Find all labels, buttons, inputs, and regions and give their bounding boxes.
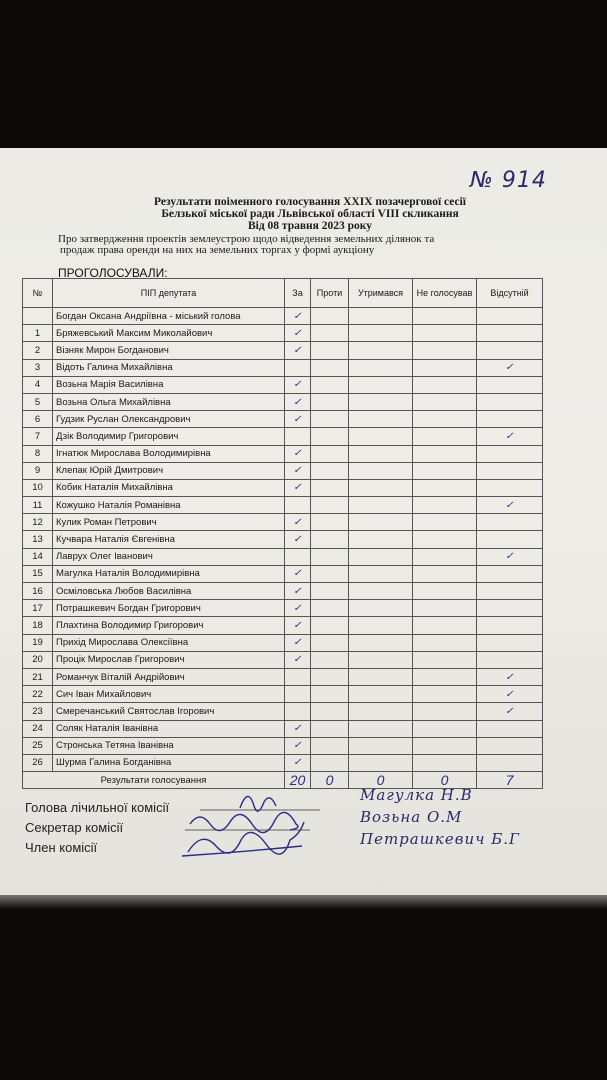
secretary-role: Секретар комісії [25, 820, 124, 835]
vote-not-voted [413, 531, 477, 548]
vote-against [311, 600, 349, 617]
vote-against [311, 479, 349, 496]
secretary-signature [190, 812, 298, 832]
vote-for [285, 548, 311, 565]
row-number: 4 [23, 376, 53, 393]
vote-for: ✓ [285, 600, 311, 617]
row-number: 19 [23, 634, 53, 651]
vote-absent [477, 565, 543, 582]
vote-against [311, 325, 349, 342]
document-number: № 914 [470, 168, 547, 193]
table-row [23, 514, 543, 531]
table-row [23, 462, 543, 479]
vote-for: ✓ [285, 342, 311, 359]
vote-not-voted [413, 393, 477, 410]
col-not-voted: Не голосував [413, 279, 477, 308]
chair-role: Голова лічильної комісії [25, 800, 170, 815]
vote-not-voted [413, 462, 477, 479]
vote-abstained [349, 668, 413, 685]
deputy-name: Соляк Наталія Іванівна [53, 720, 285, 737]
vote-for [285, 686, 311, 703]
deputy-name: Лаврух Олег Іванович [53, 548, 285, 565]
col-abstained: Утримався [349, 279, 413, 308]
table-row [23, 325, 543, 342]
vote-abstained [349, 583, 413, 600]
table-row [23, 583, 543, 600]
vote-not-voted [413, 359, 477, 376]
vote-for: ✓ [285, 617, 311, 634]
title-line-1: Результати поіменного голосування XXIX позачергової сесії [154, 196, 466, 208]
deputy-name: Кулик Роман Петрович [53, 514, 285, 531]
col-absent: Відсутній [477, 279, 543, 308]
vote-against [311, 411, 349, 428]
vote-abstained [349, 376, 413, 393]
vote-against [311, 308, 349, 325]
vote-absent [477, 325, 543, 342]
member-role: Член комісії [25, 840, 98, 855]
table-row [23, 531, 543, 548]
row-number: 13 [23, 531, 53, 548]
deputy-name: Возьна Ольга Михайлівна [53, 393, 285, 410]
vote-abstained [349, 754, 413, 771]
vote-absent [477, 445, 543, 462]
vote-for: ✓ [285, 479, 311, 496]
vote-against [311, 376, 349, 393]
deputy-name: Осміловська Любов Василівна [53, 583, 285, 600]
deputy-name: Стронська Тетяна Іванівна [53, 737, 285, 754]
deputy-name: Шурма Галина Богданівна [53, 754, 285, 771]
vote-abstained [349, 548, 413, 565]
vote-not-voted [413, 720, 477, 737]
row-number: 15 [23, 565, 53, 582]
vote-for: ✓ [285, 445, 311, 462]
vote-not-voted [413, 754, 477, 771]
deputy-name: Ігнатюк Мирослава Володимирівна [53, 445, 285, 462]
deputy-name: Сич Іван Михайлович [53, 686, 285, 703]
vote-absent: ✓ [477, 686, 543, 703]
table-row [23, 617, 543, 634]
deputy-name: Возьна Марія Василівна [53, 376, 285, 393]
col-name: ПІП депутата [53, 279, 285, 308]
row-number: 3 [23, 359, 53, 376]
vote-for: ✓ [285, 720, 311, 737]
table-row [23, 754, 543, 771]
vote-not-voted [413, 703, 477, 720]
vote-absent: ✓ [477, 359, 543, 376]
vote-against [311, 445, 349, 462]
vote-not-voted [413, 651, 477, 668]
row-number: 23 [23, 703, 53, 720]
vote-abstained [349, 737, 413, 754]
vote-absent [477, 737, 543, 754]
table-row [23, 720, 543, 737]
topic-line-2: продаж права оренди на них на земельних торгах у формі аукціону [60, 244, 375, 256]
deputy-name: Богдан Оксана Андріївна - міський голова [53, 308, 285, 325]
vote-absent: ✓ [477, 668, 543, 685]
vote-against [311, 393, 349, 410]
vote-against [311, 686, 349, 703]
table-row [23, 376, 543, 393]
result-not-voted: 0 [413, 772, 477, 789]
row-number: 9 [23, 462, 53, 479]
deputy-name: Романчук Віталій Андрійович [53, 668, 285, 685]
vote-absent [477, 514, 543, 531]
vote-absent [477, 479, 543, 496]
row-number: 7 [23, 428, 53, 445]
vote-absent [477, 411, 543, 428]
vote-abstained [349, 359, 413, 376]
vote-against [311, 548, 349, 565]
page-shadow [0, 895, 607, 909]
table-row [23, 445, 543, 462]
vote-not-voted [413, 325, 477, 342]
chair-name: Магулка Н.В [360, 786, 473, 804]
vote-for: ✓ [285, 651, 311, 668]
row-number: 24 [23, 720, 53, 737]
vote-abstained [349, 393, 413, 410]
vote-not-voted [413, 376, 477, 393]
vote-for [285, 668, 311, 685]
vote-for: ✓ [285, 737, 311, 754]
vote-for: ✓ [285, 325, 311, 342]
table-row [23, 703, 543, 720]
table-row [23, 359, 543, 376]
deputy-name: Клепак Юрій Дмитрович [53, 462, 285, 479]
table-row [23, 479, 543, 496]
vote-for: ✓ [285, 462, 311, 479]
table-row [23, 342, 543, 359]
table-row [23, 428, 543, 445]
table-row [23, 308, 543, 325]
col-against: Проти [311, 279, 349, 308]
title-line-2: Белзької міської ради Львівської області VIII скликання [161, 208, 459, 220]
vote-not-voted [413, 617, 477, 634]
result-abstained: 0 [349, 772, 413, 789]
vote-abstained [349, 445, 413, 462]
title-date: Від 08 травня 2023 року [247, 220, 373, 232]
vote-for [285, 428, 311, 445]
deputy-name: Дзік Володимир Григорович [53, 428, 285, 445]
vote-absent [477, 583, 543, 600]
table-row [23, 651, 543, 668]
table-row [23, 497, 543, 514]
vote-abstained [349, 479, 413, 496]
vote-not-voted [413, 497, 477, 514]
vote-against [311, 428, 349, 445]
vote-abstained [349, 565, 413, 582]
deputy-name: Кобик Наталія Михайлівна [53, 479, 285, 496]
vote-against [311, 342, 349, 359]
row-number: 26 [23, 754, 53, 771]
vote-against [311, 462, 349, 479]
table-row [23, 548, 543, 565]
row-number: 14 [23, 548, 53, 565]
vote-not-voted [413, 634, 477, 651]
vote-absent: ✓ [477, 548, 543, 565]
vote-against [311, 617, 349, 634]
vote-for: ✓ [285, 308, 311, 325]
vote-abstained [349, 651, 413, 668]
deputy-name: Прихід Мирослава Олексіївна [53, 634, 285, 651]
vote-for: ✓ [285, 565, 311, 582]
col-number: № [23, 279, 53, 308]
vote-not-voted [413, 411, 477, 428]
vote-for: ✓ [285, 514, 311, 531]
vote-against [311, 703, 349, 720]
vote-not-voted [413, 686, 477, 703]
vote-abstained [349, 703, 413, 720]
row-number: 17 [23, 600, 53, 617]
table-row [23, 393, 543, 410]
deputy-name: Кожушко Наталія Романівна [53, 497, 285, 514]
vote-for: ✓ [285, 531, 311, 548]
vote-absent: ✓ [477, 497, 543, 514]
table-row [23, 668, 543, 685]
vote-against [311, 668, 349, 685]
vote-against [311, 514, 349, 531]
vote-against [311, 583, 349, 600]
vote-for [285, 703, 311, 720]
vote-for [285, 359, 311, 376]
deputy-name: Процік Мирослав Григорович [53, 651, 285, 668]
deputy-name: Плахтина Володимир Григорович [53, 617, 285, 634]
vote-absent [477, 342, 543, 359]
row-number: 5 [23, 393, 53, 410]
voted-label: ПРОГОЛОСУВАЛИ: [58, 266, 168, 280]
vote-for: ✓ [285, 411, 311, 428]
deputy-name: Відоть Галина Михайлівна [53, 359, 285, 376]
vote-absent [477, 651, 543, 668]
vote-not-voted [413, 565, 477, 582]
row-number: 18 [23, 617, 53, 634]
vote-abstained [349, 342, 413, 359]
member-signature [182, 822, 304, 856]
row-number: 22 [23, 686, 53, 703]
secretary-name: Возьна О.М [360, 808, 463, 826]
vote-against [311, 634, 349, 651]
vote-not-voted [413, 342, 477, 359]
vote-not-voted [413, 600, 477, 617]
vote-abstained [349, 514, 413, 531]
vote-absent [477, 462, 543, 479]
vote-absent [477, 531, 543, 548]
vote-against [311, 497, 349, 514]
vote-not-voted [413, 514, 477, 531]
deputy-name: Бряжевський Максим Миколайович [53, 325, 285, 342]
table-row [23, 737, 543, 754]
vote-absent [477, 617, 543, 634]
vote-abstained [349, 325, 413, 342]
table-row [23, 686, 543, 703]
vote-for: ✓ [285, 634, 311, 651]
vote-abstained [349, 428, 413, 445]
vote-absent [477, 308, 543, 325]
deputy-name: Візняк Мирон Богданович [53, 342, 285, 359]
deputy-name: Кучвара Наталія Євгенівна [53, 531, 285, 548]
row-number: 20 [23, 651, 53, 668]
row-number: 12 [23, 514, 53, 531]
vote-abstained [349, 531, 413, 548]
vote-abstained [349, 411, 413, 428]
row-number: 2 [23, 342, 53, 359]
row-number: 1 [23, 325, 53, 342]
deputy-name: Потрашкевич Богдан Григорович [53, 600, 285, 617]
result-for: 20 [285, 772, 311, 789]
vote-not-voted [413, 308, 477, 325]
row-number: 25 [23, 737, 53, 754]
vote-absent: ✓ [477, 703, 543, 720]
row-number: 11 [23, 497, 53, 514]
row-number: 21 [23, 668, 53, 685]
vote-not-voted [413, 428, 477, 445]
vote-for: ✓ [285, 754, 311, 771]
table-row [23, 634, 543, 651]
row-number: 10 [23, 479, 53, 496]
vote-absent [477, 376, 543, 393]
vote-for: ✓ [285, 393, 311, 410]
deputy-name: Смеречанський Святослав Ігорович [53, 703, 285, 720]
topic-line-1: Про затвердження проектів землеустрою щодо відведення земельних ділянок та [58, 233, 435, 245]
vote-abstained [349, 497, 413, 514]
vote-abstained [349, 600, 413, 617]
col-for: За [285, 279, 311, 308]
vote-abstained [349, 634, 413, 651]
vote-against [311, 754, 349, 771]
vote-against [311, 531, 349, 548]
vote-for: ✓ [285, 376, 311, 393]
result-absent: 7 [477, 772, 543, 789]
table-header-row [23, 279, 543, 308]
vote-against [311, 737, 349, 754]
vote-not-voted [413, 445, 477, 462]
vote-absent [477, 393, 543, 410]
vote-not-voted [413, 583, 477, 600]
vote-for: ✓ [285, 583, 311, 600]
voting-table [22, 278, 543, 789]
vote-not-voted [413, 548, 477, 565]
vote-abstained [349, 462, 413, 479]
table-row [23, 600, 543, 617]
vote-absent: ✓ [477, 428, 543, 445]
vote-not-voted [413, 737, 477, 754]
row-number: 6 [23, 411, 53, 428]
vote-abstained [349, 720, 413, 737]
vote-not-voted [413, 668, 477, 685]
results-label: Результати голосування [23, 772, 285, 789]
deputy-name: Гудзик Руслан Олександрович [53, 411, 285, 428]
member-name: Петрашкевич Б.Г [360, 830, 520, 848]
result-against: 0 [311, 772, 349, 789]
row-number: 16 [23, 583, 53, 600]
table-row [23, 565, 543, 582]
vote-abstained [349, 617, 413, 634]
vote-for [285, 497, 311, 514]
signatures-scribble [180, 788, 330, 868]
vote-absent [477, 600, 543, 617]
vote-absent [477, 720, 543, 737]
vote-abstained [349, 686, 413, 703]
row-number [23, 308, 53, 325]
vote-absent [477, 754, 543, 771]
vote-against [311, 651, 349, 668]
deputy-name: Магулка Наталія Володимирівна [53, 565, 285, 582]
vote-not-voted [413, 479, 477, 496]
vote-against [311, 359, 349, 376]
vote-absent [477, 634, 543, 651]
table-row [23, 411, 543, 428]
vote-against [311, 565, 349, 582]
row-number: 8 [23, 445, 53, 462]
vote-abstained [349, 308, 413, 325]
chair-signature [240, 796, 276, 811]
vote-against [311, 720, 349, 737]
